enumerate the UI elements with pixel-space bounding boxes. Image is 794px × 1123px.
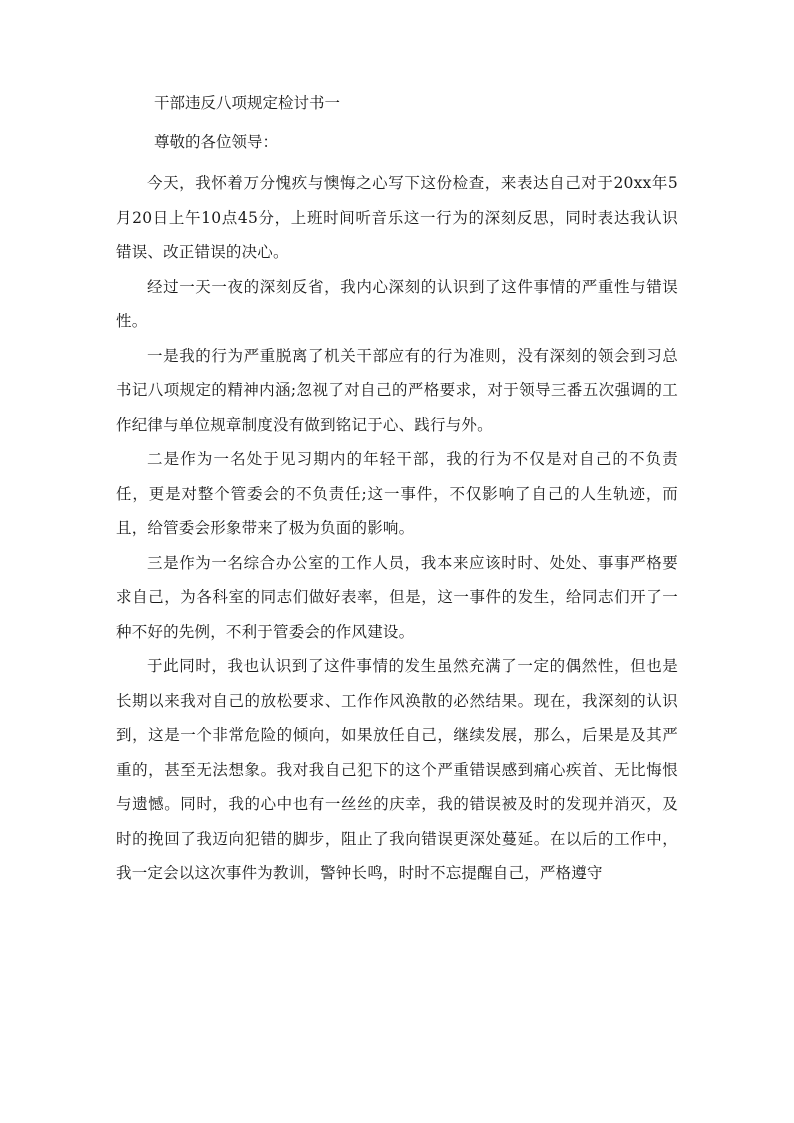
paragraph: 三是作为一名综合办公室的工作人员，我本来应该时时、处处、事事严格要求自己，为各科室的同志们做好表率，但是，这一事件的发生，给同志们开了一种不好的先例，不利于管委会的作风建设。 — [116, 553, 678, 641]
salutation: 尊敬的各位领导： — [154, 133, 279, 151]
paragraph: 二是作为一名处于见习期内的年轻干部，我的行为不仅是对自己的不负责任，更是对整个管委会的不负责任;这一事件，不仅影响了自己的人生轨迹，而且，给管委会形象带来了极为负面的影响。 — [116, 450, 678, 537]
paragraph: 一是我的行为严重脱离了机关干部应有的行为准则，没有深刻的领会到习总书记八项规定的精神内涵;忽视了对自己的严格要求，对于领导三番五次强调的工作纪律与单位规章制度没有做到铭记于心、践行与外。 — [116, 346, 678, 434]
paragraph: 经过一天一夜的深刻反省，我内心深刻的认识到了这件事情的严重性与错误性。 — [116, 277, 678, 330]
document-body — [116, 166, 678, 891]
paragraph: 于此同时，我也认识到了这件事情的发生虽然充满了一定的偶然性，但也是长期以来我对自己的放松要求、工作作风涣散的必然结果。现在，我深刻的认识到，这是一个非常危险的倾向，如果放任自己，继续发展，那么，后果是及其严重的，甚至无法想象。我对我自己犯下的这个严重错误感到痛心疾首、无比悔恨与遗憾。同时，我的心中也有一丝丝的庆幸，我的错误被及时的发现并消灭，及时的挽回了我迈向犯错的脚步，阻止了我向错误更深处蔓延。在以后的工作中，我一定会以这次事件为教训，警钟长鸣，时时不忘提醒自己，严格遵守 — [116, 657, 678, 882]
document-title: 干部违反八项规定检讨书一 — [154, 94, 341, 112]
paragraph: 今天，我怀着万分愧疚与懊悔之心写下这份检查，来表达自己对于20xx年5月20日上午10点45分，上班时间听音乐这一行为的深刻反思，同时表达我认识错误、改正错误的决心。 — [116, 174, 678, 261]
